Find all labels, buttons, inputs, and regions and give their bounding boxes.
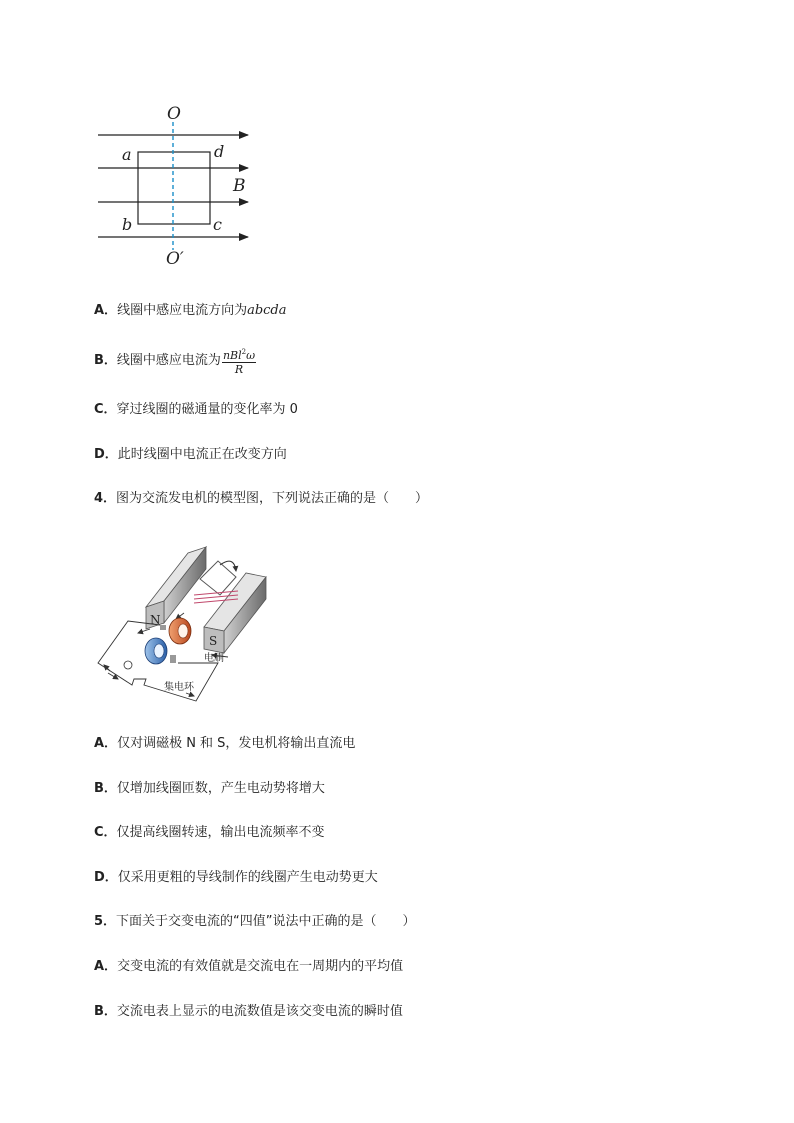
q4-option-b: B．仅增加线圈匝数，产生电动势将增大 [94, 781, 325, 796]
generator-diagram [88, 533, 288, 703]
coil-field-diagram [88, 100, 268, 272]
q3-option-d: D．此时线圈中电流正在改变方向 [94, 447, 287, 462]
q3-option-c: C．穿过线圈的磁通量的变化率为 0 [94, 402, 298, 417]
q5-option-a: A．交变电流的有效值就是交流电在一周期内的平均值 [94, 959, 404, 974]
q3-option-b: B．线圈中感应电流为 $\frac{nBl^2\omega}{R}$ [94, 347, 256, 376]
label-b: b [122, 215, 133, 234]
q5-stem: 5．下面关于交变电流的“四值”说法中正确的是（ ） [94, 914, 416, 929]
q3-option-a: A．线圈中感应电流方向为abcda [94, 303, 287, 318]
magnet-s [204, 573, 266, 653]
label-a: a [122, 145, 132, 164]
current-formula: $\frac{nBl^2\omega}{R}$ [222, 347, 256, 376]
label-o-top: O [167, 104, 181, 124]
q4-option-c: C．仅提高线圈转速，输出电流频率不变 [94, 825, 325, 840]
label-field-b: B [233, 176, 246, 196]
magnet-n [146, 547, 206, 629]
q5-option-b: B．交流电表上显示的电流数值是该交变电流的瞬时值 [94, 1004, 403, 1019]
label-slip-ring: 集电环 [164, 682, 194, 693]
coil-abcd [138, 152, 210, 224]
q4-option-a: A．仅对调磁极 N 和 S，发电机将输出直流电 [94, 736, 356, 751]
label-n: N [150, 613, 161, 627]
label-s: S [209, 634, 218, 648]
q4-option-d: D．仅采用更粗的导线制作的线圈产生电动势更大 [94, 870, 378, 885]
label-brush: 电刷 [204, 653, 224, 664]
label-c: c [213, 215, 222, 234]
bulb-icon [124, 661, 132, 669]
q4-stem: 4．图为交流发电机的模型图，下列说法正确的是（ ） [94, 491, 429, 506]
label-d: d [214, 142, 225, 161]
label-o-bottom: O′ [166, 249, 184, 269]
